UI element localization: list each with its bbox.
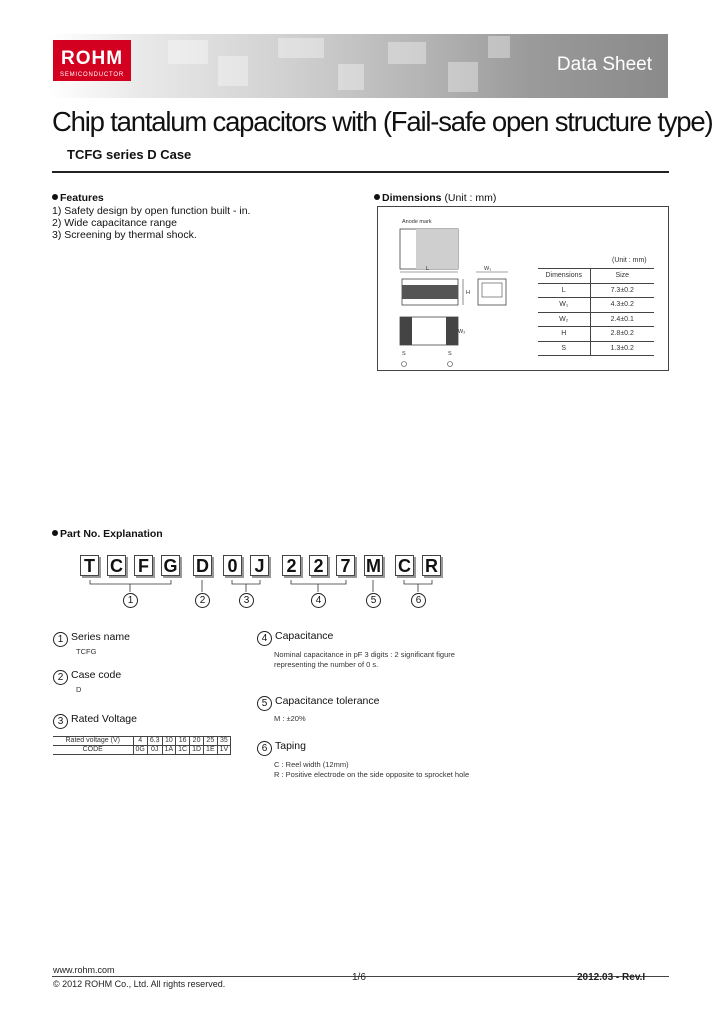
table-header: Dimensions [538,269,590,284]
anode-mark-label: Anode mark [402,219,432,225]
pn-marker: 5 [366,593,381,608]
pn-char: 0 [223,555,242,576]
feature-item: 1) Safety design by open function built - in. [52,205,251,217]
rated-voltage-table [53,736,231,755]
dimensions-heading: Dimensions (Unit : mm) [374,192,496,204]
table-row: W₁ 4.3±0.2 [538,298,654,313]
pn-marker: 3 [239,593,254,608]
pn-char: 7 [336,555,355,576]
table-row: CODE 0G 0J 1A 1C 1D 1E 1V [53,746,231,755]
footer-copyright: © 2012 ROHM Co., Ltd. All rights reserved. [53,979,226,989]
table-unit: (Unit : mm) [612,257,647,264]
s-label-left: S [402,351,406,357]
pn-char: F [134,555,153,576]
revision: 2012.03 - Rev.I [577,972,646,983]
pn-char: M [366,556,381,576]
capacitance-heading: 4 Capacitance [257,630,333,646]
pn-char: 2 [309,555,328,576]
w1-label: W₁ [484,266,492,272]
pn-char: 2 [282,555,301,576]
table-row: H 2.8±0.2 [538,327,654,342]
table-row: W₂ 2.4±0.1 [538,312,654,327]
pn-char: R [422,555,441,576]
table-row: L 7.3±0.2 [538,283,654,298]
feature-item: 3) Screening by thermal shock. [52,229,197,241]
logo-sub: SEMICONDUCTOR [60,72,124,78]
taping-desc-1: C : Reel width (12mm) [274,760,349,769]
pn-marker: 1 [123,593,138,608]
capacitance-desc-1: Nominal capacitance in pF 3 digits : 2 significant figure [274,650,455,659]
pn-char: C [395,555,414,576]
tolerance-desc: M : ±20% [274,714,306,723]
taping-heading: 6 Taping [257,740,306,756]
case-code-heading: 2 Case code [53,669,121,685]
logo-text: ROHM [60,48,124,69]
tolerance-heading: 5 Capacitance tolerance [257,695,379,711]
rated-voltage-heading: 3 Rated Voltage [53,713,137,729]
page-subtitle: TCFG series D Case [67,147,192,162]
doc-type-label: Data Sheet [556,54,652,75]
pn-marker: 4 [311,593,326,608]
page-number: 1/6 [352,972,366,983]
pn-char: C [107,555,126,576]
pn-marker: 2 [195,593,210,608]
s-label-right: S [448,351,452,357]
pn-char: T [80,555,99,576]
feature-item: 2) Wide capacitance range [52,217,177,229]
table-row: S 1.3±0.2 [538,341,654,356]
pn-char: G [161,555,180,576]
pn-char: J [250,555,269,576]
pn-marker: 6 [411,593,426,608]
series-name-value: TCFG [76,647,97,656]
l-label: L [426,266,430,272]
capacitance-desc-2: representing the number of 0 s. [274,660,379,669]
h-label: H [466,290,470,296]
series-name-heading: 1 Series name [53,631,130,647]
table-row: Rated voltage (V) 4 6.3 10 16 20 25 35 [53,737,231,746]
pn-char: D [193,555,212,576]
page-title: Chip tantalum capacitors with (Fail-safe open structure type) [52,106,713,137]
w2-label: W₂ [458,329,466,335]
footer-url[interactable]: www.rohm.com [53,965,115,975]
table-header: Size [590,269,654,284]
case-code-value: D [76,685,82,694]
part-no-heading: Part No. Explanation [52,528,163,540]
taping-desc-2: R : Positive electrode on the side opposite to sprocket hole [274,770,470,779]
features-heading: Features [52,192,104,204]
